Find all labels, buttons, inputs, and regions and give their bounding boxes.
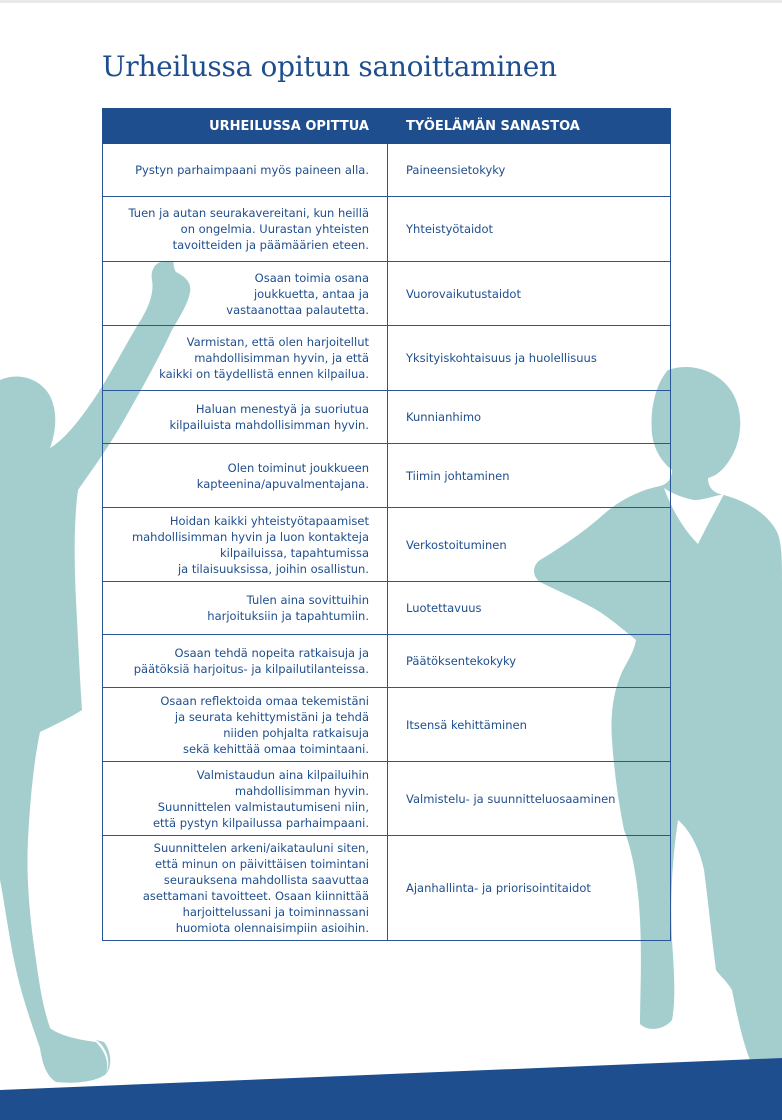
table-row — [103, 197, 671, 262]
learned-cell: Hoidan kaikki yhteistyötapaamiset mahdollisimman hyvin ja luon kontakteja kilpailuissa, tapahtumissa ja tilaisuuksissa, joihin osallistun. — [103, 508, 388, 582]
table-row — [103, 582, 671, 635]
skill-cell: Ajanhallinta- ja priorisointitaidot — [388, 836, 671, 941]
header-skill: TYÖELÄMÄN SANASTOA — [388, 109, 671, 144]
table-row — [103, 391, 671, 444]
learned-cell: Osaan tehdä nopeita ratkaisuja ja päätöksiä harjoitus- ja kilpailutilanteissa. — [103, 635, 388, 688]
skill-cell: Yhteistyötaidot — [388, 197, 671, 262]
page-title: Urheilussa opitun sanoittaminen — [102, 50, 557, 83]
table-row — [103, 262, 671, 326]
learned-cell: Valmistaudun aina kilpailuihin mahdollisimman hyvin. Suunnittelen valmistautumiseni niin, että pystyn kilpailussa parhaimpaani. — [103, 762, 388, 836]
table-row — [103, 444, 671, 508]
learned-cell: Osaan reflektoida omaa tekemistäni ja seurata kehittymistäni ja tehdä niiden pohjalta ratkaisuja sekä kehittää omaa toimintaani. — [103, 688, 388, 762]
table-row — [103, 688, 671, 762]
skill-cell: Tiimin johtaminen — [388, 444, 671, 508]
learned-cell: Varmistan, että olen harjoitellut mahdollisimman hyvin, ja että kaikki on täydellistä ennen kilpailua. — [103, 326, 388, 391]
skill-cell: Itsensä kehittäminen — [388, 688, 671, 762]
footer-band — [0, 1058, 782, 1120]
learned-cell: Osaan toimia osana joukkuetta, antaa ja vastaanottaa palautetta. — [103, 262, 388, 326]
learned-cell: Olen toiminut joukkueen kapteenina/apuvalmentajana. — [103, 444, 388, 508]
skill-cell: Kunnianhimo — [388, 391, 671, 444]
skill-cell: Luotettavuus — [388, 582, 671, 635]
learned-cell: Tulen aina sovittuihin harjoituksiin ja tapahtumiin. — [103, 582, 388, 635]
learned-cell: Pystyn parhaimpaani myös paineen alla. — [103, 144, 388, 197]
table-row — [103, 508, 671, 582]
table-row — [103, 762, 671, 836]
table-row — [103, 635, 671, 688]
learned-cell: Tuen ja autan seurakavereitani, kun heillä on ongelmia. Uurastan yhteisten tavoitteiden ja päämäärien eteen. — [103, 197, 388, 262]
table-row — [103, 836, 671, 941]
skills-table — [102, 108, 671, 941]
table-header-row — [103, 109, 671, 144]
skill-cell: Paineensietokyky — [388, 144, 671, 197]
learned-cell: Suunnittelen arkeni/aikatauluni siten, että minun on päivittäisen toimintani seurauksena mahdollista saavuttaa asettamani tavoitteet. Osaan kiinnittää harjoittelussani ja toiminnassani huomiota olennaisimpiin asioihin. — [103, 836, 388, 941]
skill-cell: Valmistelu- ja suunnitteluosaaminen — [388, 762, 671, 836]
skill-cell: Yksityiskohtaisuus ja huolellisuus — [388, 326, 671, 391]
table-row — [103, 144, 671, 197]
learned-cell: Haluan menestyä ja suoriutua kilpailuista mahdollisimman hyvin. — [103, 391, 388, 444]
skill-cell: Päätöksentekokyky — [388, 635, 671, 688]
skill-cell: Verkostoituminen — [388, 508, 671, 582]
table-row — [103, 326, 671, 391]
skill-cell: Vuorovaikutustaidot — [388, 262, 671, 326]
header-learned: URHEILUSSA OPITTUA — [103, 109, 388, 144]
